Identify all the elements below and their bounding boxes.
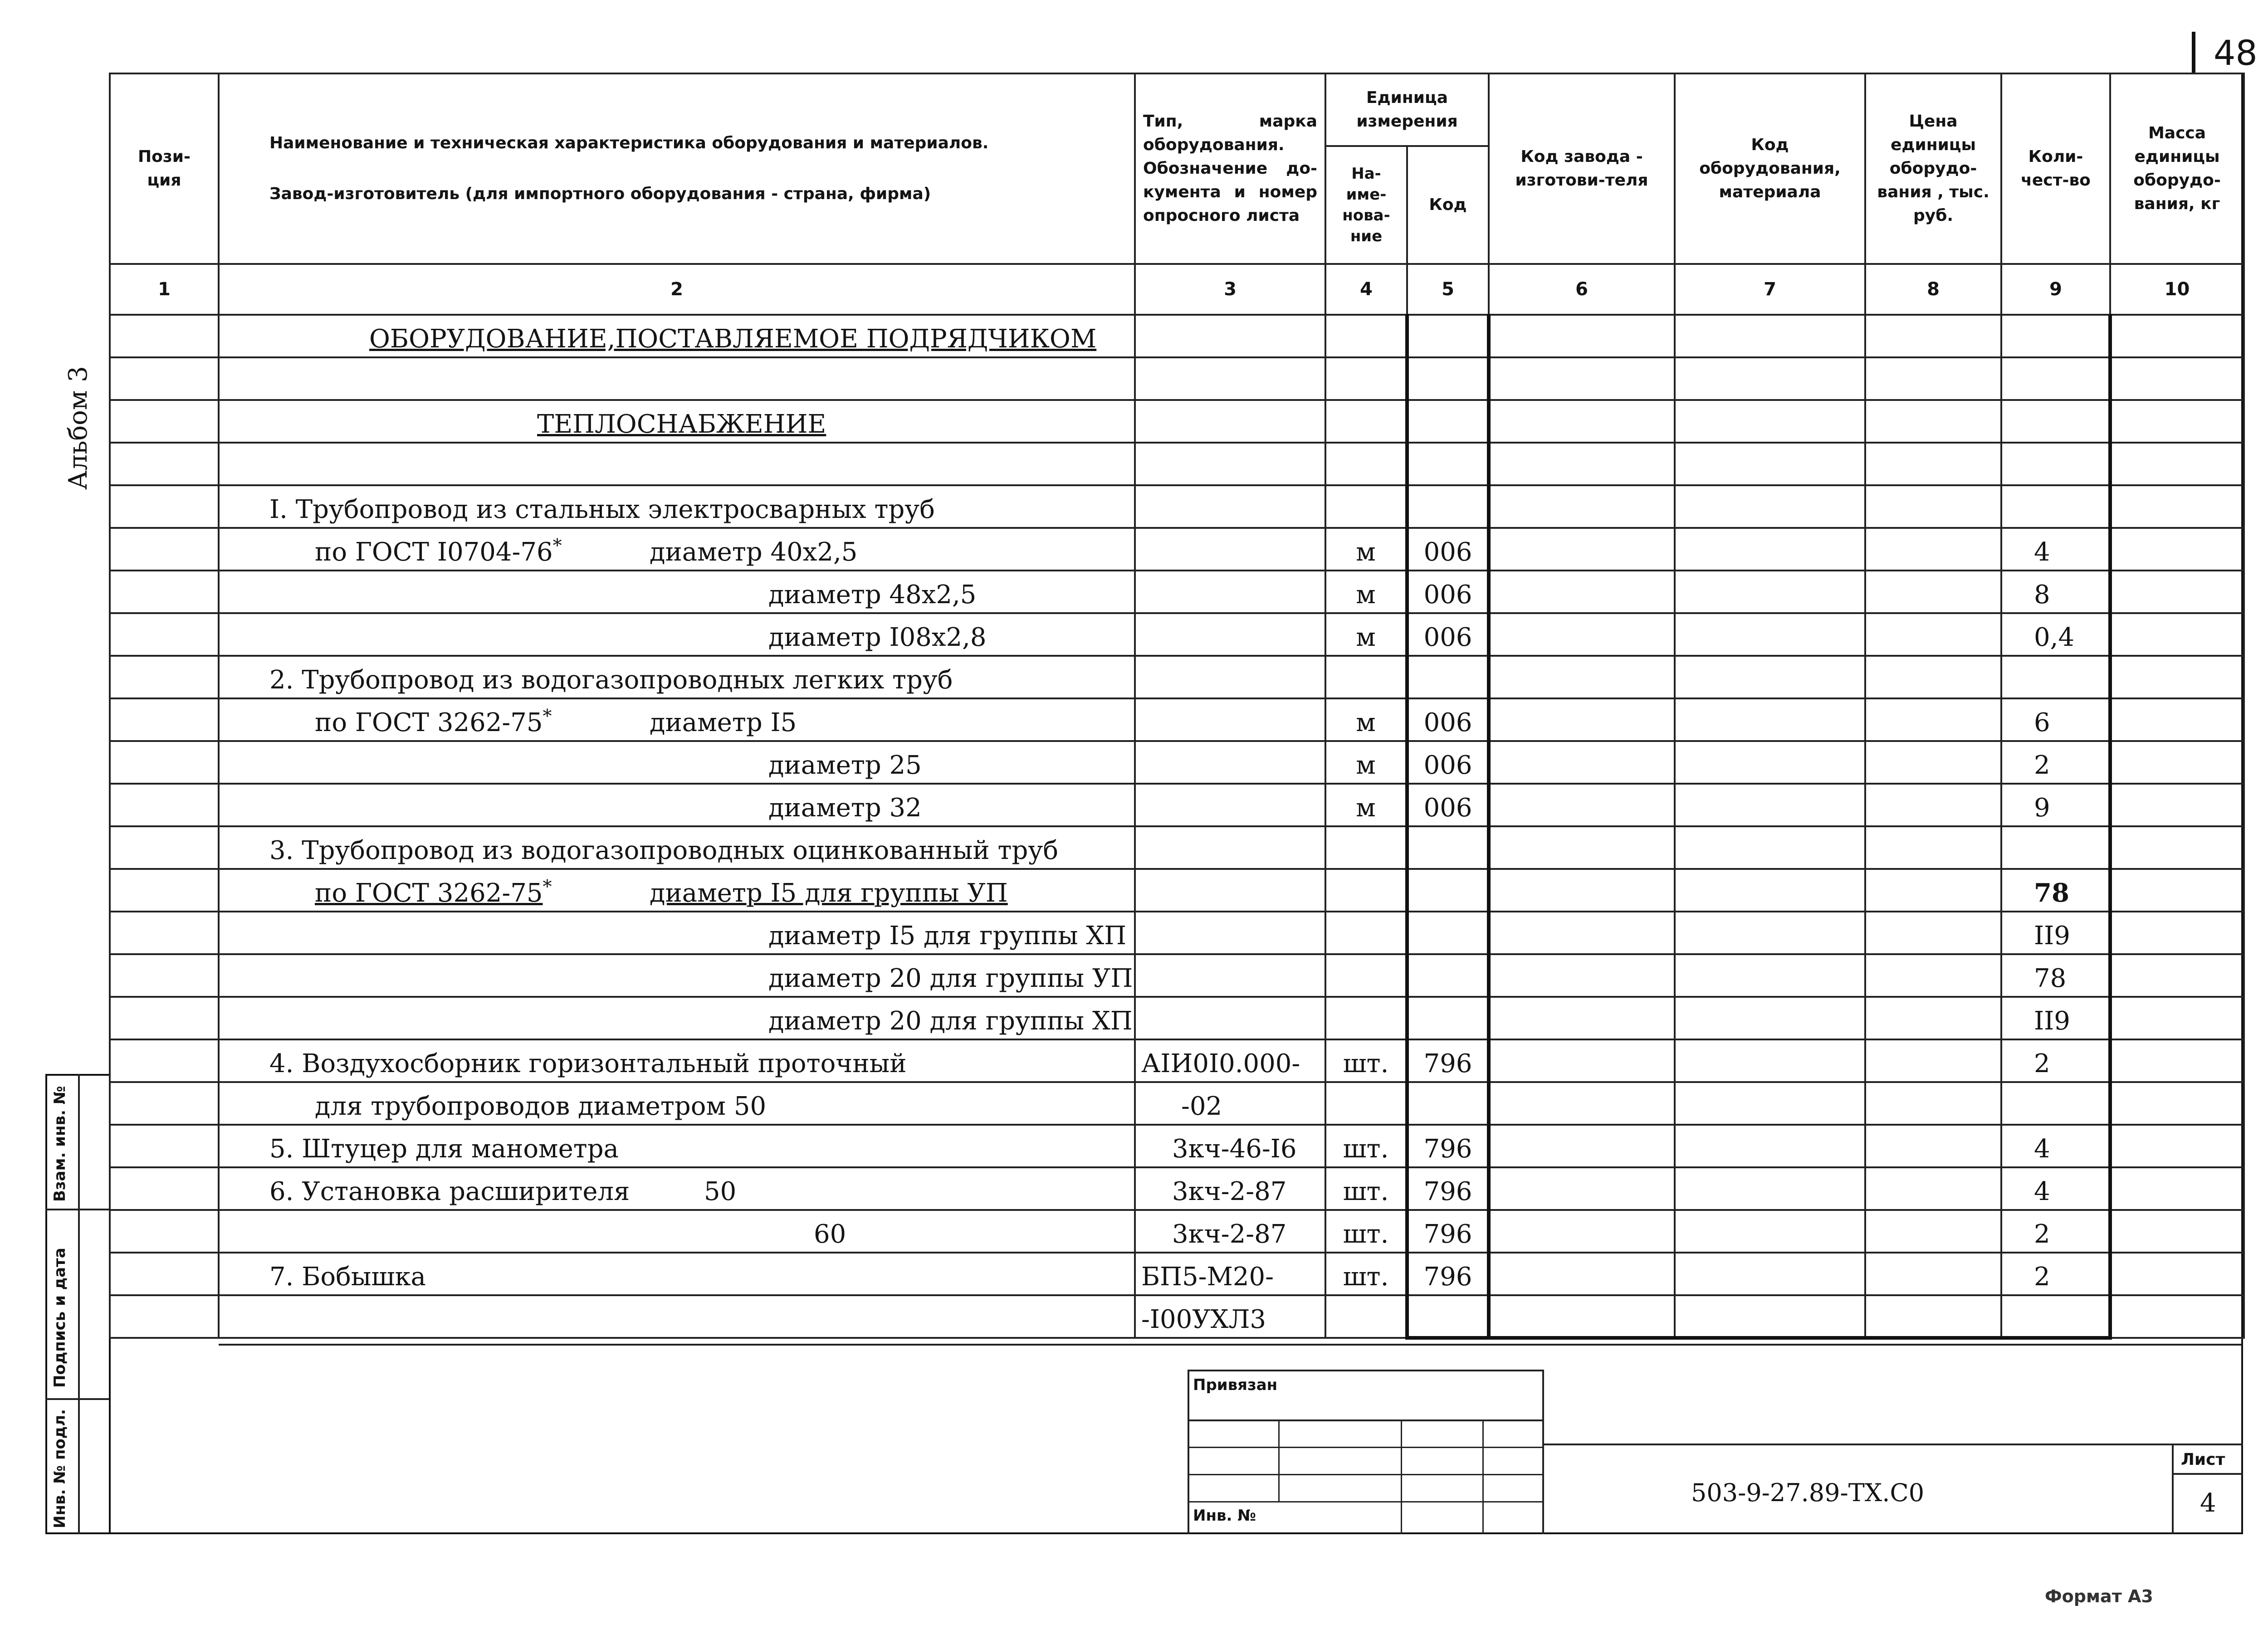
- item-5-code: 796: [1407, 1125, 1489, 1167]
- colnum-9: 9: [2001, 264, 2110, 315]
- item-2b-unit: м: [1325, 741, 1407, 784]
- spec-table: [109, 73, 2245, 1340]
- item-2c-unit: м: [1325, 784, 1407, 826]
- item-1-title: I. Трубопровод из стальных электросварных труб: [219, 485, 1135, 528]
- item-4-doc-suffix: -02: [1135, 1082, 1325, 1125]
- inv-label: Инв. №: [1193, 1507, 1256, 1525]
- bound-label: Привязан: [1193, 1376, 1278, 1394]
- item-2a-qty: 6: [2001, 698, 2110, 741]
- header-unit-group: Единица измерения: [1325, 73, 1489, 146]
- table-row: [110, 1253, 2244, 1295]
- header-type: Тип, марка оборудования. Обозначение до-кумента и номер опросного листа: [1135, 73, 1325, 264]
- item-3c-desc: диаметр 20 для группы УП: [219, 954, 1135, 997]
- item-3b-desc: диаметр I5 для группы ХП: [219, 912, 1135, 954]
- table-row: [110, 741, 2244, 784]
- item-4-code: 796: [1407, 1039, 1489, 1082]
- item-1a-code: 006: [1407, 528, 1489, 571]
- item-1c-qty: 0,4: [2001, 613, 2110, 656]
- header-position: Пози- ция: [110, 73, 219, 264]
- item-7-qty: 2: [2001, 1253, 2110, 1295]
- item-7-unit: шт.: [1325, 1253, 1407, 1295]
- subsection-title: ТЕПЛОСНАБЖЕНИЕ: [537, 410, 826, 439]
- table-row: [110, 1167, 2244, 1210]
- item-7-code: 796: [1407, 1253, 1489, 1295]
- item-6-code: 796: [1407, 1167, 1489, 1210]
- item-1-standard: по ГОСТ I0704-76: [315, 537, 553, 567]
- item-1b-unit: м: [1325, 571, 1407, 613]
- item-6-unit: шт.: [1325, 1167, 1407, 1210]
- item-4-title: 4. Воздухосборник горизонтальный проточный: [219, 1039, 1135, 1082]
- item-1b-qty: 8: [2001, 571, 2110, 613]
- item-1b-code: 006: [1407, 571, 1489, 613]
- table-row: [110, 1082, 2244, 1125]
- section-title: ОБОРУДОВАНИЕ,ПОСТАВЛЯЕМОЕ ПОДРЯДЧИКОМ: [369, 324, 1097, 354]
- table-row: по ГОСТ 3262-75* диаметр I5 для группы УП 78: [110, 869, 2244, 912]
- item-2-title: 2. Трубопровод из водогазопроводных легких труб: [219, 656, 1135, 698]
- item-6-doc: 3кч-2-87: [1135, 1167, 1325, 1210]
- item-5-qty: 4: [2001, 1125, 2110, 1167]
- item-6-size: 50: [704, 1177, 737, 1206]
- item-2c-code: 006: [1407, 784, 1489, 826]
- item-3c-qty: 78: [2001, 954, 2110, 997]
- colnum-1: 1: [110, 264, 219, 315]
- table-row: [110, 1039, 2244, 1082]
- header-factory-code: Код завода - изготови-теля: [1489, 73, 1675, 264]
- header-name: Наименование и техническая характеристика оборудования и материалов. Завод-изготовитель (для импортного оборудования - страна, фирма): [219, 73, 1135, 264]
- colnum-3: 3: [1135, 264, 1325, 315]
- item-6b-unit: шт.: [1325, 1210, 1407, 1253]
- table-row: [110, 443, 2244, 485]
- sheet-number: 48: [2214, 33, 2258, 73]
- table-row: [110, 656, 2244, 698]
- colnum-2: 2: [219, 264, 1135, 315]
- table-row: [110, 912, 2244, 954]
- table-row: [110, 954, 2244, 997]
- table-row: [110, 997, 2244, 1039]
- colnum-6: 6: [1489, 264, 1675, 315]
- item-1c-code: 006: [1407, 613, 1489, 656]
- table-row: [110, 571, 2244, 613]
- item-5-doc: 3кч-46-I6: [1135, 1125, 1325, 1167]
- sheet-value: 4: [2200, 1488, 2216, 1518]
- colnum-8: 8: [1865, 264, 2001, 315]
- table-row: [110, 1210, 2244, 1253]
- item-3-standard: по ГОСТ 3262-75: [315, 878, 543, 908]
- item-1a-unit: м: [1325, 528, 1407, 571]
- table-row: [110, 826, 2244, 869]
- colnum-5: 5: [1407, 264, 1489, 315]
- table-row: [110, 1125, 2244, 1167]
- header-unit-code: Код: [1407, 146, 1489, 264]
- item-2b-desc: диаметр 25: [219, 741, 1135, 784]
- table-row: [110, 613, 2244, 656]
- title-block: [1188, 1370, 2243, 1534]
- item-1c-unit: м: [1325, 613, 1407, 656]
- item-2b-qty: 2: [2001, 741, 2110, 784]
- item-5-title: 5. Штуцер для манометра: [219, 1125, 1135, 1167]
- item-2a-desc: диаметр I5: [650, 708, 797, 737]
- album-label: Альбом 3: [64, 366, 93, 490]
- item-7-title: 7. Бобышка: [219, 1253, 1135, 1295]
- item-7-doc-suffix: -I00УХЛ3: [1135, 1295, 1325, 1338]
- item-2a-code: 006: [1407, 698, 1489, 741]
- header-mass: Масса единицы оборудо-вания, кг: [2110, 73, 2244, 264]
- table-row: [110, 485, 2244, 528]
- document-code: 503-9-27.89-ТХ.С0: [1691, 1478, 1925, 1507]
- header-price: Цена единицы оборудо-вания , тыс. руб.: [1865, 73, 2001, 264]
- header-equipment-code: Код оборудования, материала: [1675, 73, 1865, 264]
- table-row: [110, 357, 2244, 400]
- item-4-unit: шт.: [1325, 1039, 1407, 1082]
- colnum-7: 7: [1675, 264, 1865, 315]
- item-3-title: 3. Трубопровод из водогазопроводных оцинкованный труб: [219, 826, 1135, 869]
- item-4-doc: АIИ0I0.000-: [1135, 1039, 1325, 1082]
- format-label: Формат А3: [2045, 1586, 2153, 1606]
- item-7-doc: БП5-М20-: [1135, 1253, 1325, 1295]
- item-3b-qty: II9: [2001, 912, 2110, 954]
- item-5-unit: шт.: [1325, 1125, 1407, 1167]
- item-3d-desc: диаметр 20 для группы ХП: [219, 997, 1135, 1039]
- item-2c-desc: диаметр 32: [219, 784, 1135, 826]
- item-6-title: 6. Установка расширителя: [269, 1177, 630, 1206]
- item-1a-qty: 4: [2001, 528, 2110, 571]
- item-1c-desc: диаметр I08х2,8: [219, 613, 1135, 656]
- colnum-10: 10: [2110, 264, 2244, 315]
- inv-orig-label: Инв. № подл.: [51, 1409, 69, 1528]
- table-row: по ГОСТ 3262-75* диаметр I5 м 006 6: [110, 698, 2244, 741]
- vzam-inv-label: Взам. инв. №: [51, 1086, 69, 1202]
- column-number-row: [110, 264, 2244, 315]
- item-3d-qty: II9: [2001, 997, 2110, 1039]
- sheet-label: Лист: [2181, 1450, 2225, 1469]
- item-2-standard: по ГОСТ 3262-75: [315, 708, 543, 737]
- item-2c-qty: 9: [2001, 784, 2110, 826]
- item-2b-code: 006: [1407, 741, 1489, 784]
- sheet-number-bar: [2192, 32, 2195, 73]
- item-2a-unit: м: [1325, 698, 1407, 741]
- item-3a-qty: 78: [2001, 869, 2110, 912]
- item-6-qty: 4: [2001, 1167, 2110, 1210]
- item-6b-doc: 3кч-2-87: [1135, 1210, 1325, 1253]
- item-1b-desc: диаметр 48х2,5: [219, 571, 1135, 613]
- table-row: [110, 400, 2244, 443]
- item-3a-desc: диаметр I5 для группы УП: [650, 878, 1008, 908]
- table-row: [110, 1295, 2244, 1338]
- item-6b-qty: 2: [2001, 1210, 2110, 1253]
- colnum-4: 4: [1325, 264, 1407, 315]
- item-6b-size: 60: [219, 1210, 1135, 1253]
- header-unit-name: На-име-нова-ние: [1325, 146, 1407, 264]
- item-4-subtext: для трубопроводов диаметром 50: [219, 1082, 1135, 1125]
- item-1a-desc: диаметр 40х2,5: [650, 537, 858, 567]
- table-row: [110, 784, 2244, 826]
- item-4-qty: 2: [2001, 1039, 2110, 1082]
- item-6b-code: 796: [1407, 1210, 1489, 1253]
- sign-date-label: Подпись и дата: [51, 1248, 69, 1388]
- table-row: [110, 315, 2244, 357]
- table-row: по ГОСТ I0704-76* диаметр 40х2,5 м 006 4: [110, 528, 2244, 571]
- header-quantity: Коли-чест-во: [2001, 73, 2110, 264]
